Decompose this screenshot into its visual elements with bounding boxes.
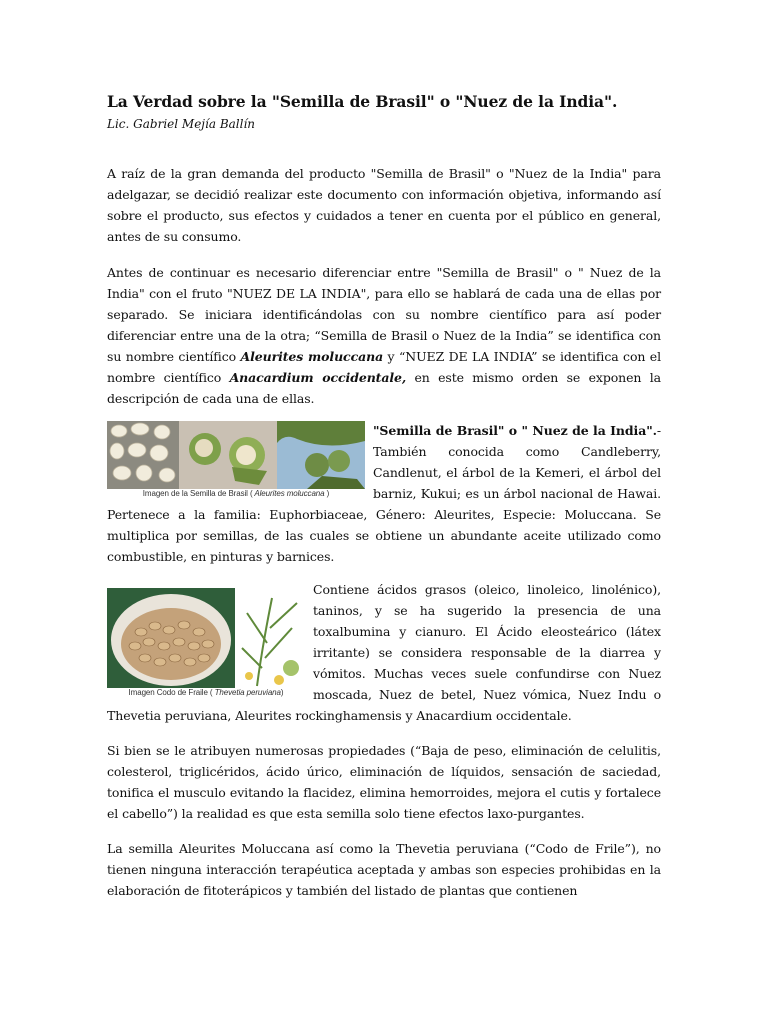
figure-semilla-brasil <box>107 421 365 503</box>
section-heading: "Semilla de Brasil" o " Nuez de la India". <box>373 423 657 438</box>
paragraph-differentiation <box>107 262 661 409</box>
paragraph-semilla-brasil <box>107 420 661 567</box>
paragraph-composition <box>107 579 661 726</box>
figure-codo-de-fraile <box>107 588 305 702</box>
seed-photo-image <box>107 421 365 489</box>
scientific-name-aleurites: Aleurites moluccana <box>240 349 384 364</box>
paragraph-regulation: La semilla Aleurites Moluccana así como la Thevetia peruviana (“Codo de Frile”), no tienen ninguna interacción terapéutica aceptada y ambas son especies prohibidas en la elaboración de fitoterápicos y también del listado de plantas que contienen <box>107 841 661 898</box>
codo-de-fraile-image <box>107 588 305 688</box>
paragraph-properties: Si bien se le atribuyen numerosas propiedades (“Baja de peso, eliminación de celulitis, colesterol, triglicéridos, ácido úrico, eliminación de líquidos, sensación de saciedad, tonifica el musculo evitando la flacidez, elimina hemorroides, mejora el cutis y fortalece el cabello”) la realidad es que esta semilla solo tiene efectos laxo-purgantes. <box>107 743 661 821</box>
document-author: Lic. Gabriel Mejía Ballín <box>107 117 256 131</box>
paragraph-text: Contiene ácidos grasos (oleico, linoleico, linolénico), taninos, y se ha sugerido la presencia de una toxalbumina y cianuro. El Ácido eleosteárico (látex irritante) se considera responsable de la diarrea y vómitos. Muchas veces suele confundirse con Nuez moscada, Nuez de betel, Nuez vómica, Nuez Indu o Thevetia peruviana, Aleurites rockinghamensis y Anacardium occidentale. <box>107 582 661 723</box>
figure-caption: Imagen Codo de Fraile ( Thevetia peruviana) <box>128 688 284 697</box>
document-title: La Verdad sobre la "Semilla de Brasil" o "Nuez de la India". <box>107 92 618 111</box>
scientific-name-anacardium: Anacardium occidentale, <box>229 370 407 385</box>
paragraph-text: y “NUEZ DE LA INDIA” se identifica con el nombre científico <box>107 349 662 385</box>
paragraph-text: Antes de continuar es necesario diferenciar entre "Semilla de Brasil" o " Nuez de la India" con el fruto "NUEZ DE LA INDIA", para ello se hablará de cada una de ellas por separado. Se iniciara identificándolas con su nombre científico para así poder diferenciar entre una de la otra; “Semilla de Brasil o Nuez de la India” se identifica con su nombre científico <box>107 265 661 364</box>
paragraph-text: - También conocida como Candleberry, Candlenut, el árbol de la Kemeri, el árbol del barniz, Kukui; es un árbol nacional de Hawai. Pertenece a la familia: Euphorbiaceae, Género: Aleurites, Especie: Moluccana. Se multiplica por semillas, de las cuales se obtiene un abundante aceite utilizado como combustible, en pinturas y barnices. <box>107 423 661 564</box>
paragraph-text: en este mismo orden se exponen la descripción de cada una de ellas. <box>107 370 661 406</box>
paragraph-intro: A raíz de la gran demanda del producto "Semilla de Brasil" o "Nuez de la India" para adelgazar, se decidió realizar este documento con información objetiva, informando así sobre el producto, sus efectos y cuidados a tener en cuenta por el público en general, antes de su consumo. <box>107 166 661 244</box>
figure-caption: Imagen de la Semilla de Brasil ( Aleurites moluccana ) <box>142 489 330 498</box>
